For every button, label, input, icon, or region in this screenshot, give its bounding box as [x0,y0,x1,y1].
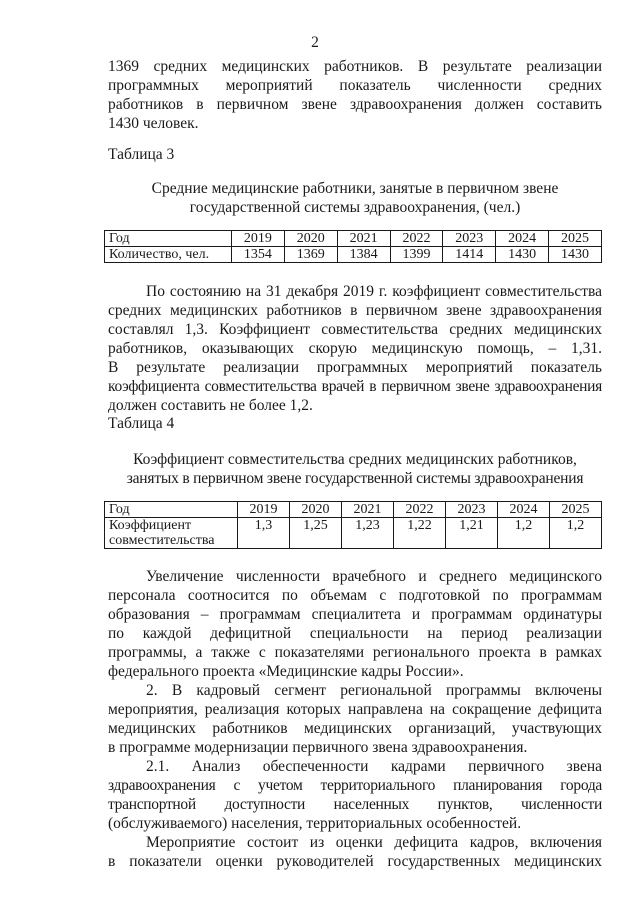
paragraph-3 [108,567,602,681]
text-line: средних медицинских работников в первичном звене здравоохранения [108,302,602,319]
paragraph-6 [108,833,602,871]
year-cell: 2025 [549,231,602,247]
value-cell: 1384 [337,247,390,263]
value-cell: 1430 [549,247,602,263]
text-line: образования – программам специалитета и программам ординатуры [108,606,602,623]
value-cell: 1,25 [290,518,342,549]
table-header-row [105,231,602,247]
table-header-row [105,502,602,518]
value-cell: 1,21 [446,518,498,549]
text-line: персонала соотносится по объемам с подготовкой по программам [108,587,602,604]
text-line: программы, а также с показателями регионального проекта в рамках [108,644,602,661]
year-cell: 2024 [498,502,550,518]
year-cell: 2019 [232,231,285,247]
header-label: Год [105,231,232,247]
year-cell: 2022 [394,502,446,518]
text-line: 2.1. Анализ обеспеченности кадрами первичного звена [146,758,602,775]
year-cell: 2021 [337,231,390,247]
value-cell: 1414 [443,247,496,263]
text-line: составлял 1,3. Коэффициент совместительства средних медицинских [108,321,602,338]
text-line: В результате реализации программных мероприятий показатель [108,359,602,376]
title-line: Коэффициент совместительства средних медицинских работников, [133,451,577,468]
year-cell: 2021 [342,502,394,518]
year-cell: 2023 [443,231,496,247]
text-line: 2. В кадровый сегмент региональной программы включены [146,682,602,699]
text-line: мероприятия, реализация которых направлена на сокращение дефицита [108,701,602,718]
text-line: По состоянию на 31 декабря 2019 г. коэффициент совместительства [146,283,602,300]
year-cell: 2024 [496,231,549,247]
text-line: должен составить не более 1,2. [108,397,313,414]
value-cell: 1,2 [498,518,550,549]
value-cell: 1,3 [238,518,290,549]
paragraph-5 [108,757,602,833]
row-label-line: совместительства [109,533,215,548]
year-cell: 2019 [238,502,290,518]
paragraph-2 [108,282,602,415]
text-line: 1430 человек. [108,115,199,132]
row-label [105,518,238,549]
table-4-caption: Таблица 4 [108,415,175,432]
table-4 [104,501,602,549]
text-line: коэффициента совместительства врачей в первичном звене здравоохранения [108,378,602,395]
text-line: по каждой дефицитной специальности на период реализации [108,625,602,642]
table-3-title [108,179,602,217]
text-line: медицинских работников медицинских организаций, участвующих [108,720,602,737]
text-line: федерального проекта «Медицинские кадры России». [108,663,464,680]
text-line: в показатели оценки руководителей государственных медицинских [108,853,602,870]
row-label-line: Коэффициент [109,518,192,533]
text-line: 1369 средних медицинских работников. В результате реализации [108,58,602,75]
value-cell: 1430 [496,247,549,263]
text-line: (обслуживаемого) населения, территориальных особенностей. [108,815,522,832]
year-cell: 2023 [446,502,498,518]
table-row [105,518,602,549]
text-line: здравоохранения с учетом территориального планирования города [108,777,602,794]
year-cell: 2022 [390,231,443,247]
year-cell: 2020 [284,231,337,247]
year-cell: 2020 [290,502,342,518]
text-line: работников, оказывающих скорую медицинскую помощь, – 1,31. [108,340,602,357]
value-cell: 1399 [390,247,443,263]
value-cell: 1354 [232,247,285,263]
text-line: Мероприятие состоит из оценки дефицита кадров, включения [146,834,602,851]
title-line: занятых в первичном звене государственной системы здравоохранения [126,470,584,487]
title-line: Средние медицинские работники, занятые в первичном звене [151,180,559,197]
value-cell: 1369 [284,247,337,263]
row-label: Количество, чел. [105,247,232,263]
value-cell: 1,23 [342,518,394,549]
year-cell: 2025 [550,502,602,518]
text-line: транспортной доступности населенных пунктов, численности [108,796,602,813]
title-line: государственной системы здравоохранения, (чел.) [189,199,521,216]
table-3-caption: Таблица 3 [108,146,175,163]
table-4-title [108,450,602,488]
text-line: программных мероприятий показатель численности средних [108,77,602,94]
text-line: работников в первичном звене здравоохранения должен составить [108,96,602,113]
table-row [105,247,602,263]
table-3 [104,230,602,263]
text-line: в программе модернизации первичного звена здравоохранения. [108,739,528,756]
paragraph-1 [108,57,602,133]
text-line: Увеличение численности врачебного и среднего медицинского [146,568,602,585]
value-cell: 1,22 [394,518,446,549]
paragraph-4 [108,681,602,757]
value-cell: 1,2 [550,518,602,549]
page-number: 2 [311,34,319,51]
header-label: Год [105,502,238,518]
